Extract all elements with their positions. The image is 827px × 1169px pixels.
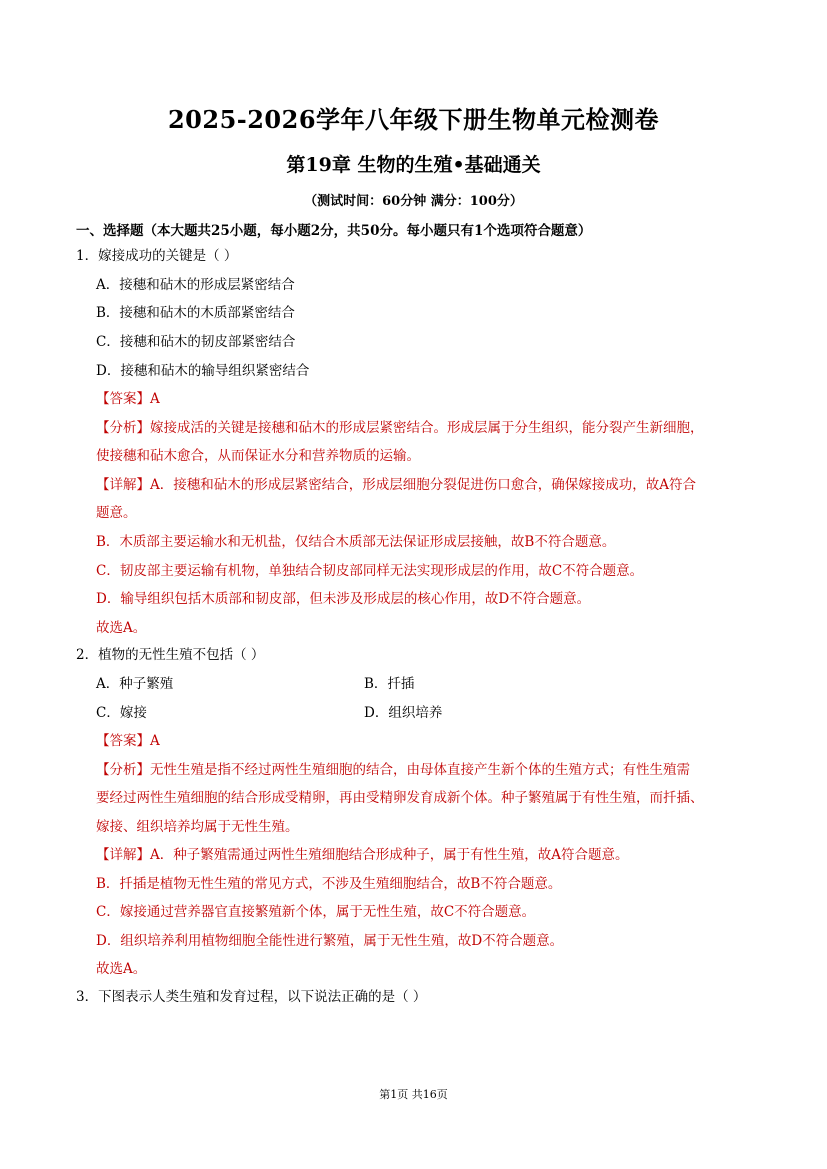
q2-option-b: B．扦插 (364, 676, 415, 692)
analysis-label: 【分析】 (96, 762, 150, 778)
answer-label: 【答案】 (96, 391, 150, 407)
q2-detail-b: B．扦插是植物无性生殖的常见方式，不涉及生殖细胞结合，故B不符合题意。 (96, 876, 562, 892)
q1-option-d: D．接穗和砧木的输导组织紧密结合 (96, 363, 310, 379)
analysis-text: 嫁接成活的关键是接穗和砧木的形成层紧密结合。形成层属于分生组织，能分裂产生新细胞， (150, 420, 704, 436)
detail-label: 【详解】 (96, 477, 150, 493)
q2-analysis-line-2: 要经过两性生殖细胞的结合形成受精卵，再由受精卵发育成新个体。种子繁殖属于有性生殖，而扦插、 (96, 790, 704, 806)
test-info: （测试时间：60分钟 满分：100分） (304, 194, 523, 209)
q2-detail-a (96, 846, 629, 864)
q1-option-c: C．接穗和砧木的韧皮部紧密结合 (96, 334, 296, 350)
q1-detail-d: D．输导组织包括木质部和韧皮部，但未涉及形成层的核心作用，故D不符合题意。 (96, 591, 591, 607)
q1-answer (96, 390, 160, 408)
q1-analysis-line-1 (96, 419, 704, 437)
q2-detail-d: D．组织培养利用植物细胞全能性进行繁殖，属于无性生殖，故D不符合题意。 (96, 933, 564, 949)
detail-text: A．接穗和砧木的形成层紧密结合，形成层细胞分裂促进伤口愈合，确保嫁接成功，故A符合 (150, 477, 696, 493)
page-footer: 第1页 共16页 (379, 1088, 448, 1101)
chapter-subtitle: 第19章 生物的生殖•基础通关 (286, 154, 541, 176)
section-heading: 一、选择题（本大题共25小题，每小题2分，共50分。每小题只有1个选项符合题意） (76, 223, 592, 239)
q2-answer (96, 732, 160, 750)
q1-detail-a-line-1 (96, 476, 696, 494)
answer-value: A (150, 391, 160, 407)
q2-stem: 2．植物的无性生殖不包括（ ） (76, 647, 265, 663)
q1-detail-a-line-2: 题意。 (96, 505, 137, 521)
q3-stem: 3．下图表示人类生殖和发育过程，以下说法正确的是（ ） (76, 989, 427, 1005)
q2-detail-c: C．嫁接通过营养器官直接繁殖新个体，属于无性生殖，故C不符合题意。 (96, 904, 536, 920)
analysis-label: 【分析】 (96, 420, 150, 436)
q1-detail-c: C．韧皮部主要运输有机物，单独结合韧皮部同样无法实现形成层的作用，故C不符合题意。 (96, 563, 644, 579)
exam-title: 2025-2026学年八年级下册生物单元检测卷 (167, 105, 660, 134)
q2-analysis-line-1 (96, 761, 690, 779)
q2-option-d: D．组织培养 (364, 705, 443, 721)
analysis-text: 无性生殖是指不经过两性生殖细胞的结合，由母体直接产生新个体的生殖方式；有性生殖需 (150, 762, 690, 778)
q1-analysis-line-2: 使接穗和砧木愈合，从而保证水分和营养物质的运输。 (96, 448, 420, 464)
q1-option-b: B．接穗和砧木的木质部紧密结合 (96, 305, 295, 321)
q1-detail-b: B．木质部主要运输水和无机盐，仅结合木质部无法保证形成层接触，故B不符合题意。 (96, 534, 616, 550)
q2-conclusion: 故选A。 (96, 961, 147, 977)
q1-option-a: A．接穗和砧木的形成层紧密结合 (96, 277, 295, 293)
q1-conclusion: 故选A。 (96, 620, 147, 636)
q2-option-a: A．种子繁殖 (96, 676, 174, 692)
q2-option-c: C．嫁接 (96, 705, 147, 721)
detail-label: 【详解】 (96, 847, 150, 863)
answer-value: A (150, 733, 160, 749)
q2-analysis-line-3: 嫁接、组织培养均属于无性生殖。 (96, 819, 299, 835)
q1-stem: 1．嫁接成功的关键是（ ） (76, 248, 238, 264)
answer-label: 【答案】 (96, 733, 150, 749)
detail-text: A．种子繁殖需通过两性生殖细胞结合形成种子，属于有性生殖，故A符合题意。 (150, 847, 629, 863)
